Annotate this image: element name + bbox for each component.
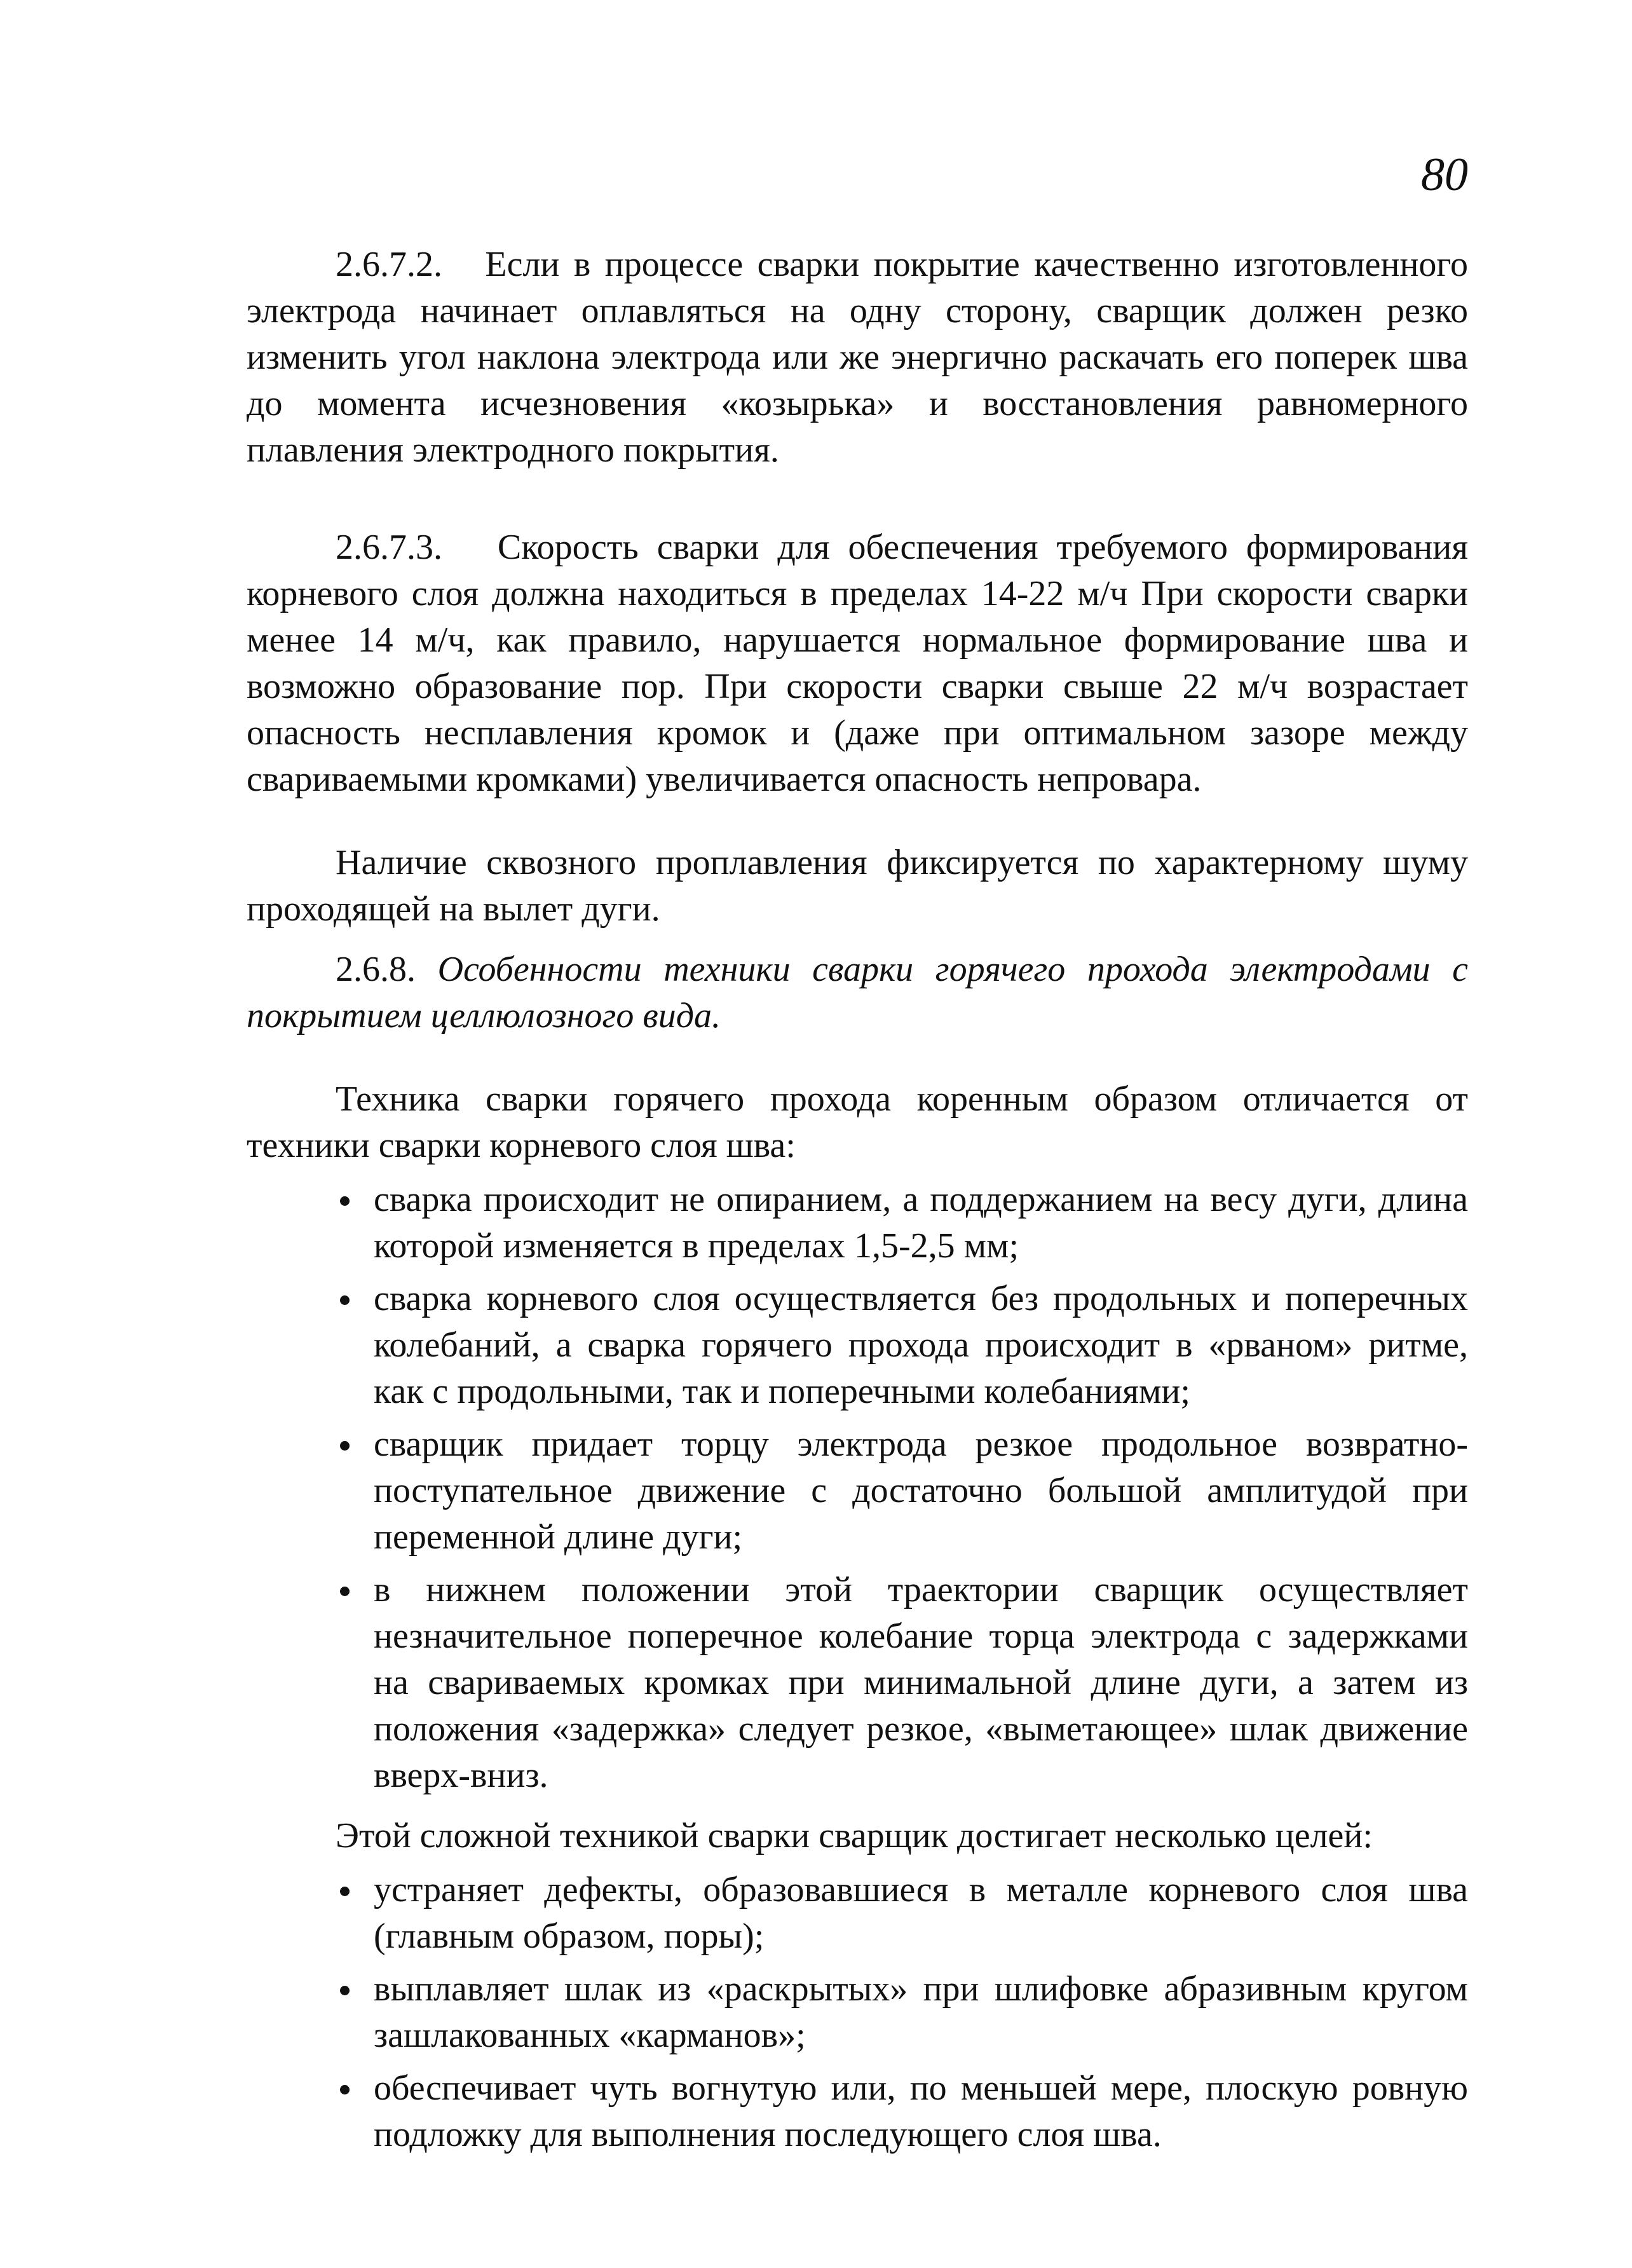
bullet-icon: [340, 1295, 350, 1305]
goals-list: [247, 1867, 1468, 2158]
paragraph-text: Если в процессе сварки покрытие качественно изготовленного электрода начинает оплавляться на одну сторону, сварщик должен резко изменить угол наклона электрода или же энергично раскачать его поперек шва до момента исчезновения «козырька» и восстановления равномерного плавления электродного покрытия.: [247, 245, 1469, 470]
bullet-icon: [340, 1196, 350, 1206]
list-item: [247, 1567, 1468, 1799]
paragraph-technique-intro: Техника сварки горячего прохода коренным образом отличается от техники сварки корневого слоя шва:: [247, 1079, 1468, 1165]
list-item-text: устраняет дефекты, образовавшиеся в металле корневого слоя шва (главным образом, поры);: [374, 1870, 1468, 1956]
paragraph-goals-intro: Этой сложной техникой сварки сварщик достигает несколько целей:: [336, 1816, 1373, 1855]
list-item-text: обеспечивает чуть вогнутую или, по меньшей мере, плоскую ровную подложку для выполнения последующего слоя шва.: [374, 2068, 1468, 2154]
list-item: [247, 1867, 1468, 1960]
paragraph-2-6-7-3: [247, 524, 1468, 803]
list-item: [247, 2065, 1468, 2158]
paragraph-2-6-7-2: [247, 242, 1468, 474]
bullet-icon: [340, 2085, 350, 2094]
section-number: 2.6.8.: [336, 950, 416, 989]
paragraph-through-melt: Наличие сквозного проплавления фиксируется по характерному шуму проходящей на вылет дуги.: [247, 843, 1468, 929]
section-heading-2-6-8: [247, 946, 1468, 1039]
bullet-icon: [340, 1587, 350, 1596]
list-item-text: сварщик придает торцу электрода резкое продольное возвратно-поступательное движение с достаточно большой амплитудой при переменной длине дуги;: [374, 1424, 1468, 1557]
bullet-icon: [340, 1986, 350, 1995]
bullet-icon: [340, 1441, 350, 1451]
technique-list: [247, 1177, 1468, 1799]
page-number: 80: [1421, 149, 1468, 201]
bullet-icon: [340, 1887, 350, 1896]
section-number: 2.6.7.3.: [336, 528, 442, 567]
paragraph-text: Скорость сварки для обеспечения требуемого формирования корневого слоя должна находиться в пределах 14-22 м/ч При скорости сварки менее 14 м/ч, как правило, нарушается нормальное формирование шва и возможно образование пор. При скорости сварки свыше 22 м/ч возрастает опасность несплавления кромок и (даже при оптимальном зазоре между свариваемыми кромками) увеличивается опасность непровара.: [247, 528, 1468, 799]
page-body: [247, 242, 1468, 2164]
list-item: [247, 1276, 1468, 1415]
list-item: [247, 1177, 1468, 1269]
list-item-text: выплавляет шлак из «раскрытых» при шлифовке абразивным кругом зашлакованных «карманов»;: [374, 1969, 1468, 2055]
section-number: 2.6.7.2.: [336, 245, 442, 284]
list-item-text: сварка происходит не опиранием, а поддержанием на весу дуги, длина которой изменяется в пределах 1,5-2,5 мм;: [374, 1180, 1468, 1266]
list-item-text: сварка корневого слоя осуществляется без продольных и поперечных колебаний, а сварка горячего прохода происходит в «рваном» ритме, как с продольными, так и поперечными колебаниями;: [374, 1279, 1468, 1411]
list-item: [247, 1966, 1468, 2059]
list-item-text: в нижнем положении этой траектории сварщик осуществляет незначительное поперечное колебание торца электрода с задержками на свариваемых кромках при минимальной длине дуги, а затем из положения «задержка» следует резкое, «выметающее» шлак движение вверх-вниз.: [374, 1570, 1468, 1795]
list-item: [247, 1421, 1468, 1561]
section-title: Особенности техники сварки горячего прохода электродами с покрытием целлюлозного вида.: [247, 950, 1468, 1035]
